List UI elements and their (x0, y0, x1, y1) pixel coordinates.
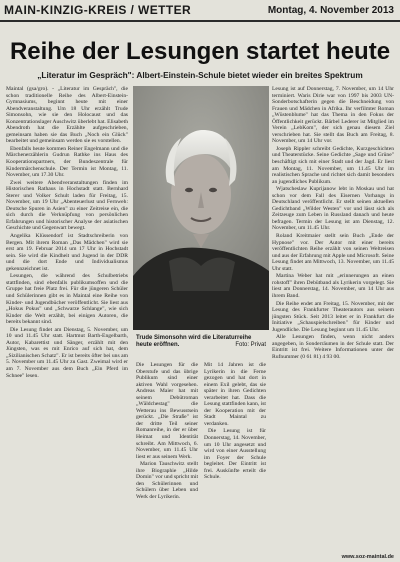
issue-date: Montag, 4. November 2013 (267, 5, 394, 16)
portrait-image (133, 86, 269, 330)
page-header (0, 0, 400, 22)
photo-credit: Foto: Privat (235, 342, 266, 349)
article-column-2 (136, 362, 198, 552)
column-paragraph: Wjatscheslaw Kuprijanow lebt in Moskau und hat schon vor dem Fall des Eisernen Vorhangs in Deutschland veröffentlicht. Er stellt seinen aktuellen Gedichtband „Wilder Westen" vor und lässt sich als Zeitzeuge zum Leben in Russland danach und heute befragen. Termin der Lesung ist am Dienstag, 12. November, um 11.45 Uhr. (272, 186, 394, 232)
photo-caption (136, 335, 266, 349)
section-title: MAIN-KINZIG-KREIS / WETTER (4, 3, 192, 17)
caption-text: Trude Simonsohn wird die Literaturreihe heute eröffnen. (136, 335, 252, 349)
column-paragraph: Zwei weitere Abendveranstaltungen finden im Historischen Rathaus in Hochstadt statt. Bernhard Sterer und Volker Schult laden für Freitag, 15. November, um 19 Uhr „Abenteuerlust und Fernweh: Deutsche Spuren in Asien" zu einer Zeitreise ein, die sich durch die Verknüpfung von persönlichen Erfahrungen und historischer Analyse der asiatischen Geschichte und Gegenwart bewegt. (6, 179, 128, 232)
column-paragraph: Mit 14 Jahren ist die Lyrikerin in die Ferne gezogen und hat dort in einem Exil gelebt, das sie später in ihren Gedichten verarbeitet hat. Dass die Lesung stattfinden kann, ist der Kooperation mit der Stadt Maintal zu verdanken. (204, 362, 266, 427)
column-paragraph: Maintal (gsa/gro). - „Literatur im Gespräch", die schon traditionelle Reihe des Albert-Einstein-Gymnasiums, beginnt heute mit einer Abendveranstaltung. Um 18 Uhr erzählt Trude Simonsohn, wie sie den Holocaust und das Konzentrationslager Auschwitz überlebt hat. Elisabeth Abendroth hat die Erzählte aufgeschrieben, gemeinsam haben sie das Buch „Noch ein Glück" bearbeitet und gemeinsam werden sie es vorstellen. (6, 86, 128, 145)
article-column-1 (6, 86, 128, 552)
column-paragraph: Die Lesung findet am Dienstag, 5. November, um 10 und 11.45 Uhr statt. Hartmut Barth-Engelbarth, Autor, Kabarettist und Sänger, erzählt mit den Jüngsten, was es mit Enrico auf sich hat, dem „Sizilianischen Schatz". Er ist bereits öfter bei uns am 5. November um 11.45 Uhr zu Gast. Zweimal wird er am 7. November aus dem Buch „Ein Pferd im Schnee" lesen. (6, 326, 128, 379)
article-column-3 (204, 362, 266, 552)
column-paragraph: Alle Lesungen finden, wenn nicht anders angegeben, in Sonderräumen in der Schule statt. Der Eintritt ist frei. Weitere Informationen unter der Rufnummer (0 61 81) 4 93 00. (272, 334, 394, 360)
column-paragraph: Roland Kreitmaier stellt sein Buch „Ende der Hypnose" vor. Der Autor mit einer bereits veröffentlichten Reihe erzählt von seinen Weltreisen und aus der Erfahrung mit Apple und Microsoft. Seine Lesung findet am Mittwoch, 13. November, um 11.45 Uhr statt. (272, 233, 394, 272)
column-paragraph: Lesungen, die während des Schulbetriebs stattfinden, sind ebenfalls publikumsoffen und die Gruppe hat freie Platz frei. Für die jüngeren Schüler und Schülerinnen gibt es in Maintal eine Reihe von Kinder- und Jugendbücher veröffentlicht. Sie liest aus „Hokus Pokus" und „Schwarze Schlange", wie sich Kinder die Welt erzählt, bei einigen Autoren, die bereits bekannt sind. (6, 273, 128, 326)
column-paragraph: Angelika Klüssendorf ist Stadtschreiberin von Bergen. Mit ihrem Roman „Das Mädchen" wird sie erst am 19. Februar 2014 um 17 Uhr in Hochstadt sein. Sie wird die Kindheit und Jugend in der DDR und die dort Ende und Individualismus gekennzeichnet ist. (6, 233, 128, 272)
website-url: www.soz-maintal.de (341, 554, 394, 560)
column-paragraph: Die Lesungen für die Oberstufe und das übrige Publikum sind einer aktiven Wahl vorgesehen. Andreas Maier hat mit seinem Debütroman „Wäldchestag" die Wetterau ins Bewusstsein gerückt. „Die Straße" ist der dritte Teil seiner Romanreihe, in der er über Heimat und Identität schreibt. Am Mittwoch, 6. November, um 11.45 Uhr liest er aus seinem Werk. (136, 362, 198, 460)
column-paragraph: Die Reihe endet am Freitag, 15. November, mit der Lesung des Frankfurter Theaterautors aus seinem jüngsten Stück. Seit 2013 leitet er in Frankfurt die Initiative „Schauspielschreiben" für Kinder und Jugendliche. Die Lesung beginnt um 11.45 Uhr. (272, 300, 394, 333)
column-paragraph: Die Lesung ist für Donnerstag, 14. November, um 10 Uhr angesetzt und wird von einer Ausstellung im Foyer der Schule begleitet. Der Eintritt ist frei. Auskünfte erteilt die Schule. (204, 428, 266, 481)
column-paragraph: Marion Tauschwitz stellt ihre Biographie „Hilde Domin" vor und spricht mit den Schülerinnen und Schülern über Leben und Werk der Lyrikerin. (136, 461, 198, 500)
column-paragraph: Joseph Rippler schreibt Gedichte, Kurzgeschichten und Theaterstücke. Seine Gedichte „Sage und Grüne" beschäftigt sich mit einer Stadt und der Jagd. Er liest am Montag, 11. November, um 11.45 Uhr im realistischen Sprache und richtet sich damit besonders an jugendliches Publikum. (272, 145, 394, 185)
column-paragraph: Ebenfalls heute kommen Reiner Engelmann und die Märchenerzählerin Gudrun Rathke ins Haus des Kooperationspartners, der Bundeszentrale für Kindermärchenschule. Der Termin ist Montag, 11. November, um 17.30 Uhr. (6, 145, 128, 179)
column-paragraph: Lesung ist auf Donnerstag, 7. November, um 14 Uhr terminiert. Waris Dirie war von 1997 bis 2003 UN-Sonderbotschafterin gegen die Beschneidung von Frauen und Mädchen in Afrika. Ihr verfilmter Roman „Wüstenblume" hat das Thema in den Fokus der Öffentlichkeit gerückt. Bärbel Lederer ist Mitglied im Verein „LebKom", der sich genau diesem Ziel verschrieben hat. Sie stellt das Buch am Freitag, 8. November, um 14 Uhr vor. (272, 86, 394, 145)
portrait-photo (133, 86, 269, 330)
article-subheadline: „Literatur im Gespräch": Albert-Einstein-Schule bietet wieder ein breites Spektrum (37, 70, 363, 80)
article-headline: Reihe der Lesungen startet heute (9, 38, 391, 65)
column-paragraph: Martina Weber hat mit „erinnerungen an einen rohstoff" ihren Debütband als Lyrikerin vorgelegt. Sie liest am Donnerstag, 14. November, um 14 Uhr aus ihrem Band. (272, 273, 394, 299)
article-column-4 (272, 86, 394, 552)
